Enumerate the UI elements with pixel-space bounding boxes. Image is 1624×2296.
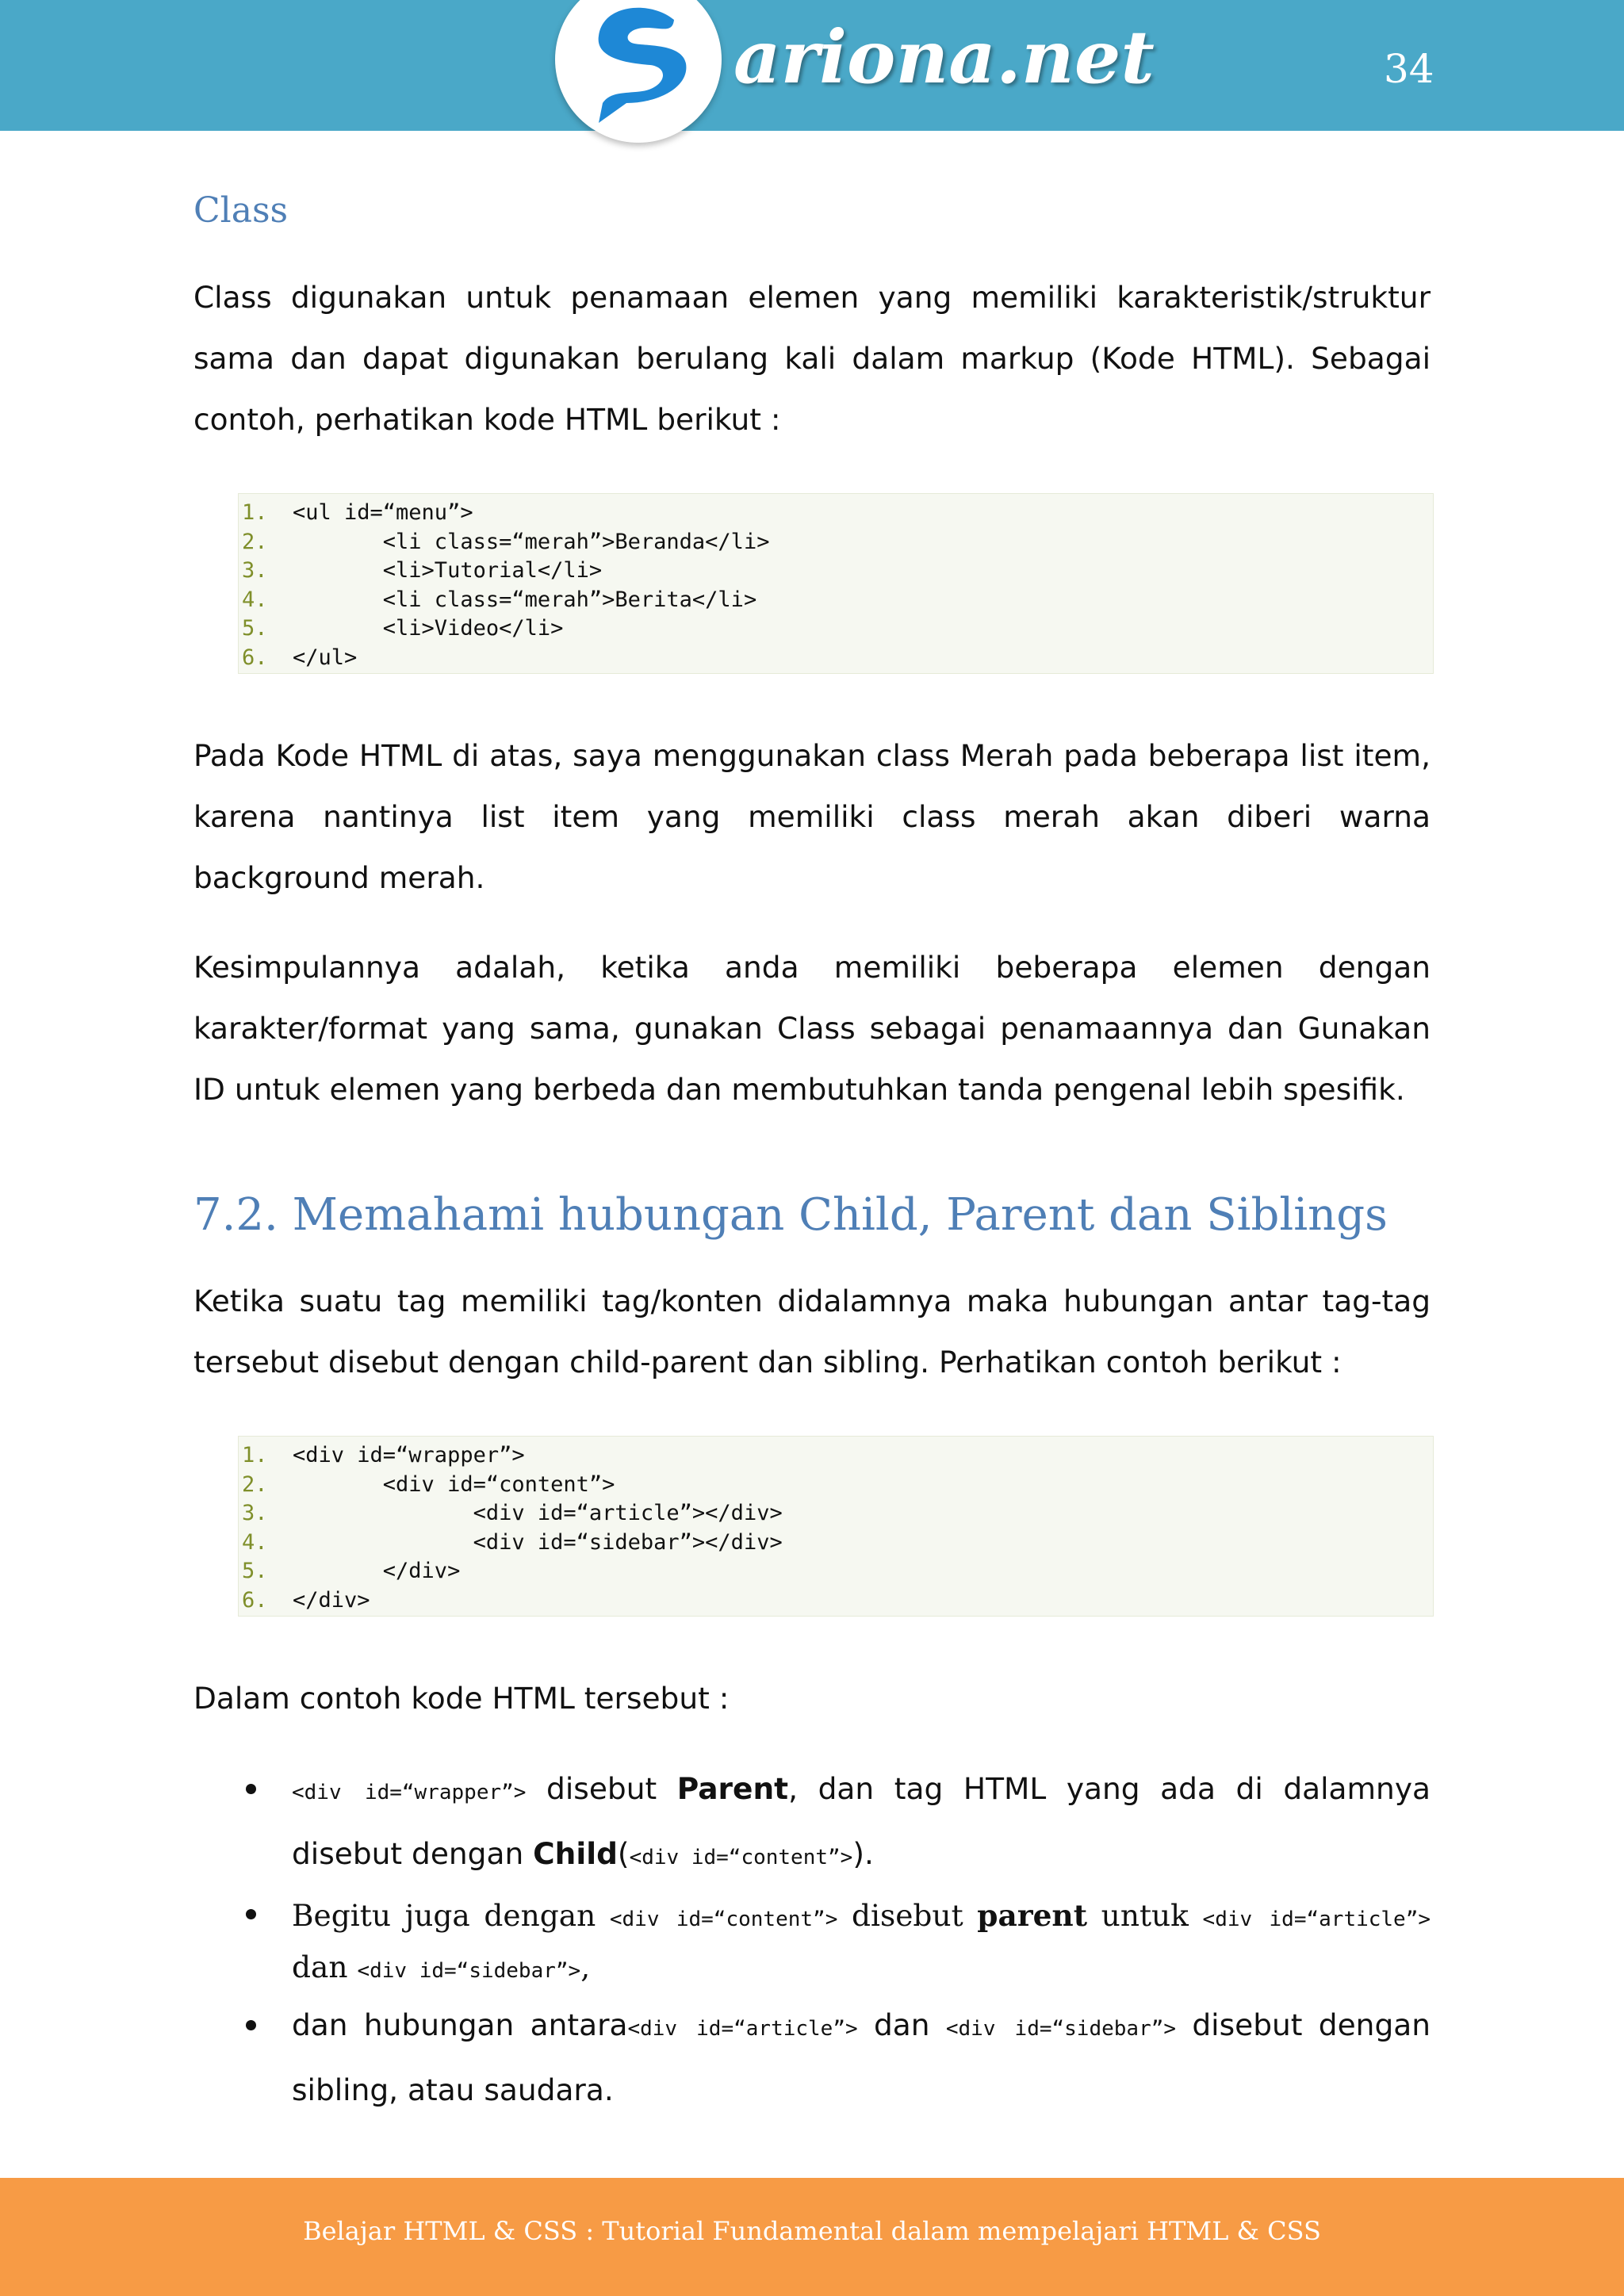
line-number: 2. — [242, 1471, 268, 1497]
code-text: </ul> — [293, 645, 358, 670]
class-paragraph-1: Class digunakan untuk penamaan elemen yang memiliki karakteristik/struktur sama dan dapat digunakan berulang kali dalam markup (Kode HTML). Sebagai contoh, perhatikan kode HTML berikut : — [193, 280, 1431, 437]
inline-code: <div id=“content”> — [629, 1846, 853, 1869]
list-item — [193, 1995, 1431, 2121]
class-heading: Class — [193, 190, 289, 231]
code-line — [239, 1586, 1433, 1616]
inline-code: <div id=“wrapper”> — [292, 1781, 527, 1804]
list-item — [193, 1888, 1431, 1995]
list-text: dan hubungan antara — [292, 2007, 628, 2042]
logo-text: ariona.net — [733, 14, 1155, 100]
code-text: <li class=“merah”>Beranda</li> — [293, 529, 770, 554]
code-line — [239, 1529, 1433, 1558]
bold-term: parent — [977, 1898, 1088, 1933]
list-text: dan — [292, 1950, 358, 1984]
line-number: 2. — [242, 529, 268, 554]
code-block-div — [238, 1436, 1434, 1617]
section-heading: 7.2. Memahami hubungan Child, Parent dan Siblings — [193, 1189, 1388, 1241]
page-header — [0, 0, 1624, 131]
code-line — [239, 586, 1433, 615]
bullet-icon — [246, 1784, 256, 1794]
code-line — [239, 528, 1433, 557]
code-text: <div id=“wrapper”> — [293, 1443, 525, 1468]
line-number: 5. — [242, 616, 268, 641]
line-number: 4. — [242, 1529, 268, 1555]
logo-icon — [555, 0, 722, 143]
inline-code: <div id=“article”> — [627, 2017, 858, 2041]
code-text: <div id=“content”> — [293, 1471, 615, 1497]
code-line — [239, 499, 1433, 528]
class-paragraph-3: Kesimpulannya adalah, ketika anda memiliki beberapa elemen dengan karakter/format yang sama, gunakan Class sebagai penamaannya dan Gunakan ID untuk elemen yang berbeda dan membutuhkan tanda pengenal lebih spesifik. — [193, 950, 1431, 1107]
line-number: 4. — [242, 587, 268, 612]
list-text: ( — [617, 1836, 630, 1871]
section-paragraph-2: Dalam contoh kode HTML tersebut : — [193, 1681, 730, 1716]
footer-text: Belajar HTML & CSS : Tutorial Fundamental dalam mempelajari HTML & CSS — [303, 2216, 1321, 2246]
bold-term: Child — [533, 1836, 618, 1871]
list-item — [193, 1758, 1431, 1888]
bold-term: Parent — [676, 1771, 789, 1806]
code-text: <div id=“sidebar”></div> — [293, 1529, 783, 1555]
code-text: </div> — [293, 1559, 461, 1584]
inline-code: <div id=“sidebar”> — [945, 2017, 1177, 2041]
line-number: 1. — [242, 500, 268, 525]
code-line — [239, 1441, 1433, 1471]
list-text: disebut — [526, 1771, 677, 1806]
code-line — [239, 614, 1433, 644]
class-paragraph-2: Pada Kode HTML di atas, saya menggunakan class Merah pada beberapa list item, karena nantinya list item yang memiliki class merah akan diberi warna background merah. — [193, 738, 1431, 895]
section-paragraph-1: Ketika suatu tag memiliki tag/konten didalamnya maka hubungan antar tag-tag tersebut disebut dengan child-parent dan sibling. Perhatikan contoh berikut : — [193, 1284, 1431, 1380]
line-number: 5. — [242, 1559, 268, 1584]
list-text: disebut dengan sibling, atau saudara. — [292, 2007, 1431, 2107]
bullet-icon — [246, 2020, 256, 2030]
line-number: 6. — [242, 645, 268, 670]
code-line — [239, 557, 1433, 586]
code-text: </div> — [293, 1587, 370, 1613]
list-text: disebut — [837, 1898, 978, 1933]
line-number: 6. — [242, 1587, 268, 1613]
code-text: <li>Video</li> — [293, 616, 564, 641]
line-number: 3. — [242, 1501, 268, 1526]
code-line — [239, 1499, 1433, 1529]
code-line — [239, 1557, 1433, 1586]
code-text: <li class=“merah”>Berita</li> — [293, 587, 757, 612]
code-text: <li>Tutorial</li> — [293, 558, 603, 584]
page-footer — [0, 2178, 1624, 2296]
line-number: 3. — [242, 558, 268, 584]
code-block-class — [238, 493, 1434, 674]
relationship-list — [193, 1758, 1431, 2121]
list-text: Begitu juga dengan — [292, 1898, 610, 1933]
list-text: dan — [857, 2007, 946, 2042]
code-line — [239, 1471, 1433, 1500]
inline-code: <div id=“sidebar”> — [357, 1959, 581, 1983]
code-text: <div id=“article”></div> — [293, 1501, 783, 1526]
code-line — [239, 644, 1433, 673]
code-text: <ul id=“menu”> — [293, 500, 473, 525]
inline-code: <div id=“article”> — [1202, 1908, 1431, 1931]
list-text: , dan tag HTML yang ada di dalamnya disebut dengan — [292, 1771, 1431, 1871]
bullet-icon — [246, 1909, 256, 1919]
list-text: untuk — [1087, 1898, 1203, 1933]
line-number: 1. — [242, 1443, 268, 1468]
page-number: 34 — [1384, 46, 1434, 92]
inline-code: <div id=“content”> — [609, 1908, 838, 1931]
list-text: ). — [852, 1836, 874, 1871]
list-text: , — [580, 1950, 591, 1984]
